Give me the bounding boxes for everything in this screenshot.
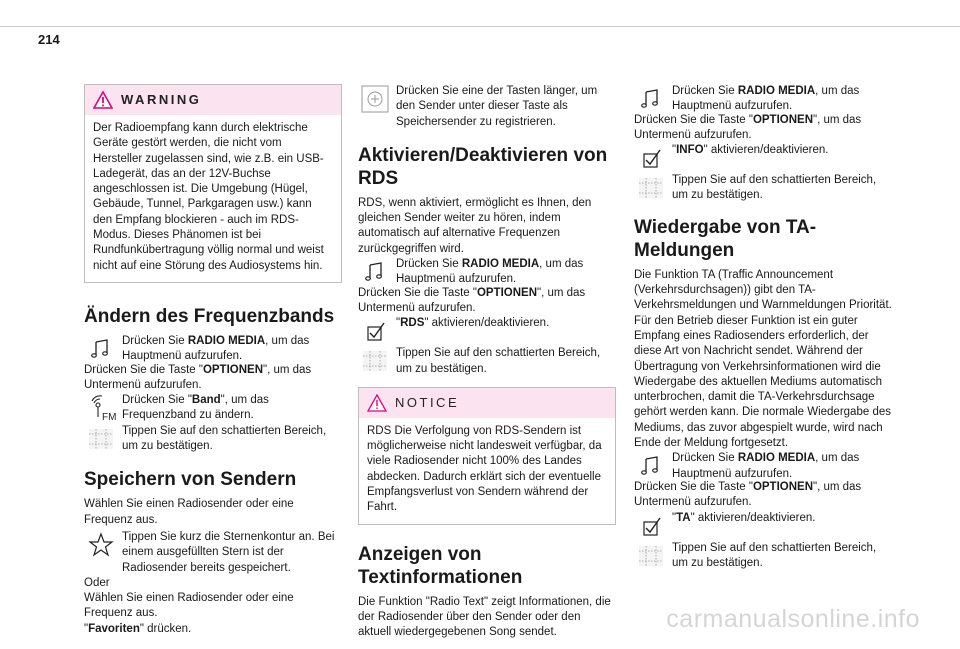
notice-box <box>358 387 616 525</box>
checkbox-icon <box>636 143 666 173</box>
music-note-icon <box>636 84 666 114</box>
shaded-area-icon <box>360 346 390 376</box>
column-2: Drücken Sie eine der Tasten länger, um den Sender unter dieser Taste als Speichersender zu registrieren. Aktivieren/Deaktivieren von RDS RDS, wenn aktiviert, ermöglicht es Ihnen, den gleichen Sender weiter zu hören, indem automatisch auf alternative Frequenzen zurückgegriffen wird. Drücken Sie RADIO MEDIA, um das Hauptmenü aufzurufen. Drücken Sie die Taste "OPTIONEN", um das Untermenü aufzurufen. "RDS" aktivieren/deaktivieren. Tippen Sie auf den schattierten Bereich, um zu bestätigen. NOTICE RDS Die Verfolgung von RDS-Sendern ist möglicherweise nicht landesweit verfügbar, da viele Radiosender nicht 100% des Landes abdecken. Dadurch erklärt sich der eventuelle Empfangsverlust von Sendern während der Fahrt. Anzeigen von Textinformationen Die Funktion "Radio Text" zeigt Informationen, die der Radiosender über den Sender oder den aktuell wiedergegebenen Song sendet. <box>358 84 616 641</box>
step-confirm-rds: Tippen Sie auf den schattierten Bereich, um zu bestätigen. <box>358 346 616 377</box>
step-confirm-1: Tippen Sie auf den schattierten Bereich, um zu bestätigen. <box>84 424 342 455</box>
music-note-icon <box>360 257 390 287</box>
add-preset-icon <box>360 84 390 114</box>
column-3: Drücken Sie RADIO MEDIA, um das Hauptmenü aufzurufen. Drücken Sie die Taste "OPTIONEN", um das Untermenü aufzurufen. "INFO" aktivieren/deaktivieren. Tippen Sie auf den schattierten Bereich, um zu bestätigen. Wiedergabe von TA-Meldungen Die Funktion TA (Traffic Announcement (Verkehrsdurchsagen)) gibt den TA-Verkehrsmeldungen und Warnmeldungen Priorität. Für den Betrieb dieser Funktion ist ein guter Empfang eines Radiosenders erforderlich, der diese Art von Nachricht sendet. Während der Übertragung von Verkehrsinformationen wird die Wiedergabe des aktuellen Mediums automatisch unterbrochen, damit die TA-Verkehrsdurchsage gehört werden kann. Die normale Wiedergabe des Mediums, das zuvor abgespielt wurde, wird nach Ende der Meldung fortgesetzt. Drücken Sie RADIO MEDIA, um das Hauptmenü aufzurufen. Drücken Sie die Taste "OPTIONEN", um das Untermenü aufzurufen. "TA" aktivieren/deaktivieren. Tippen Sie auf den schattierten Bereich, um zu bestätigen. <box>634 84 892 571</box>
notice-header <box>359 388 615 418</box>
notice-body: RDS Die Verfolgung von RDS-Sendern ist möglicherweise nicht landesweit verfügbar, da viele Radiosender nicht 100% des Landes abdecken. Dadurch erklärt sich der eventuelle Empfangsverlust von Sendern während der Fahrt. <box>367 424 602 514</box>
music-note-icon <box>86 334 116 364</box>
warning-icon <box>93 91 113 109</box>
step-confirm-info: Tippen Sie auf den schattierten Bereich, um zu bestätigen. <box>634 173 892 204</box>
checkbox-icon <box>636 511 666 541</box>
step-info-toggle: "INFO" aktivieren/deaktivieren. <box>634 143 892 173</box>
top-rule <box>0 26 960 27</box>
step-star: Tippen Sie kurz die Sternenkontur an. Bei einem ausgefüllten Stern ist der Radiosender bereits gespeichert. <box>84 530 342 576</box>
column-1: WARNING Der Radioempfang kann durch elektrische Geräte gestört werden, die nicht vom Hersteller zugelassen sind, wie z.B. ein USB-Ladegerät, das an der 12V-Buchse angeschlossen ist. Die Umgebung (Hügel, Gebäude, Tunnel, Parkgaragen usw.) kann den Empfang blockieren - auch im RDS-Modus. Dieses Phänomen ist bei Rundfunkübertragung völlig normal und weist nicht auf eine Störung des Audiosystems hin. Ändern des Frequenzbands Drücken Sie RADIO MEDIA, um das Hauptmenü aufzurufen. Drücken Sie die Taste "OPTIONEN", um das Untermenü aufzurufen. FM Drücken Sie "Band", um das Frequenzband zu ändern. Tippen Sie auf den schattierten Bereich, um zu bestätigen. Speichern von Sendern Wählen Sie einen Radiosender oder eine Frequenz aus. Tippen Sie kurz die Sternenkontur an. Bei einem ausgefüllten Stern ist der Radiosender bereits gespeichert. Oder Wählen Sie einen Radiosender oder eine Frequenz aus. "Favoriten" drücken. <box>84 84 342 637</box>
step-rds-radio-media: Drücken Sie RADIO MEDIA, um das Hauptmenü aufzurufen. <box>358 257 616 288</box>
step-rds-toggle: "RDS" aktivieren/deaktivieren. <box>358 316 616 346</box>
section-title-rds: Aktivieren/Deaktivieren von RDS <box>358 144 608 189</box>
step-long-press: Drücken Sie eine der Tasten länger, um den Sender unter dieser Taste als Speichersender zu registrieren. <box>358 84 616 130</box>
checkbox-icon <box>360 316 390 346</box>
step-info-radio-media: Drücken Sie RADIO MEDIA, um das Hauptmenü aufzurufen. <box>634 84 892 115</box>
page-number: 214 <box>38 32 60 47</box>
section-title-text-info: Anzeigen von Textinformationen <box>358 543 523 588</box>
step-confirm-ta: Tippen Sie auf den schattierten Bereich, um zu bestätigen. <box>634 541 892 572</box>
step-ta-radio-media: Drücken Sie RADIO MEDIA, um das Hauptmenü aufzurufen. <box>634 451 892 482</box>
section-title-ta: Wiedergabe von TA-Meldungen <box>634 216 817 261</box>
watermark[interactable]: carmanualsonline.info <box>666 605 920 633</box>
shaded-area-icon <box>636 541 666 571</box>
music-note-icon <box>636 451 666 481</box>
warning-header <box>85 85 341 115</box>
section-title-save-stations: Speichern von Sendern <box>84 469 297 491</box>
warning-body: Der Radioempfang kann durch elektrische Geräte gestört werden, die nicht vom Hersteller zugelassen sind, wie z.B. ein USB-Ladegerät, das an der 12V-Buchse angeschlossen ist. Die Umgebung (Hügel, Gebäude, Tunnel, Parkgaragen usw.) kann den Empfang blockieren - auch im RDS-Modus. Dieses Phänomen ist bei Rundfunkübertragung völlig normal und weist nicht auf eine Störung des Audiosystems hin. <box>93 122 324 272</box>
notice-icon <box>367 394 387 412</box>
notice-title: NOTICE <box>395 395 460 411</box>
shaded-area-icon <box>636 173 666 203</box>
section-title-frequency-band: Ändern des Frequenzbands <box>84 305 335 327</box>
step-band: FM Drücken Sie "Band", um das Frequenzband zu ändern. <box>84 393 342 424</box>
step-radio-media: Drücken Sie RADIO MEDIA, um das Hauptmenü aufzurufen. <box>84 334 342 365</box>
warning-box <box>84 84 342 283</box>
svg-text:FM: FM <box>102 412 116 424</box>
star-outline-icon <box>86 530 116 560</box>
shaded-area-icon <box>86 424 116 454</box>
footer <box>0 605 960 649</box>
radio-fm-icon <box>86 393 116 423</box>
step-ta-toggle: "TA" aktivieren/deaktivieren. <box>634 511 892 541</box>
warning-title: WARNING <box>121 92 202 108</box>
